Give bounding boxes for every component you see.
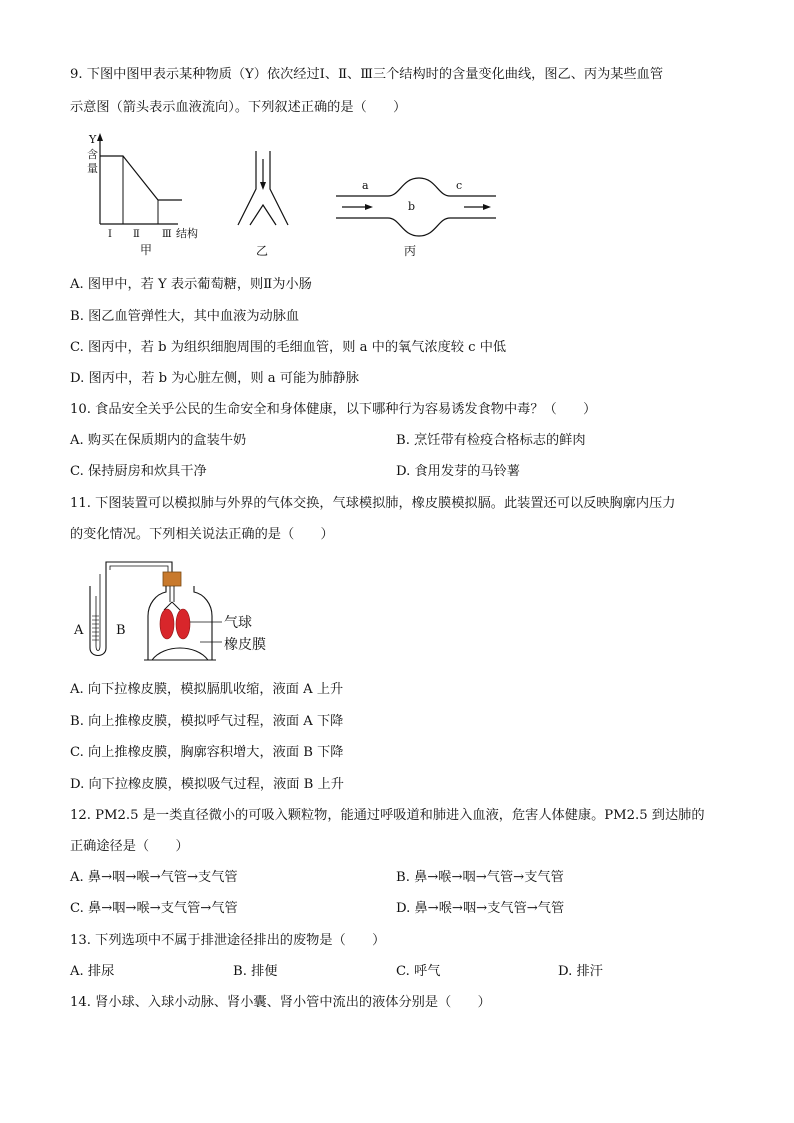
q9-figure-jia — [78, 130, 228, 260]
q9-figure-bing — [334, 162, 504, 262]
q12-option-d: D. 鼻→喉→咽→支气管→气管 — [396, 901, 565, 916]
q9-stem-line2: 示意图（箭头表示血液流向）。下列叙述正确的是（ ） — [70, 100, 407, 115]
q10-option-b: B. 烹饪带有检疫合格标志的鲜肉 — [396, 433, 586, 448]
q13-option-c: C. 呼气 — [396, 964, 441, 979]
q11-option-b: B. 向上推橡皮膜，模拟呼气过程，液面 A 下降 — [70, 714, 344, 729]
q9-figure-yi — [228, 145, 298, 260]
connecting-tube — [106, 562, 172, 574]
q12-option-b: B. 鼻→喉→咽→气管→支气管 — [396, 870, 564, 885]
q10-option-a: A. 购买在保质期内的盒装牛奶 — [70, 433, 247, 448]
balloon-right — [176, 609, 190, 639]
q9-option-c: C. 图丙中，若 b 为组织细胞周围的毛细血管，则 a 中的氧气浓度较 c 中低 — [70, 340, 507, 355]
q10-option-d: D. 食用发芽的马铃薯 — [396, 464, 520, 479]
q11-option-a: A. 向下拉橡皮膜，模拟膈肌收缩，液面 A 上升 — [70, 682, 344, 697]
bing-label-b: b — [408, 200, 416, 213]
q11-stem-line1: 11. 下图装置可以模拟肺与外界的气体交换，气球模拟肺，橡皮膜模拟膈。此装置还可以反映胸廓内压力 — [70, 496, 676, 511]
bing-label-c: c — [456, 179, 463, 192]
membrane-label: 橡皮膜 — [224, 637, 266, 653]
q11-option-d: D. 向下拉橡皮膜，模拟吸气过程，液面 B 上升 — [70, 777, 344, 792]
u-tube-label-b: B — [116, 623, 126, 638]
jia-y-arrow — [97, 133, 103, 141]
q13-stem: 13. 下列选项中不属于排泄途径排出的废物是（ ） — [70, 933, 386, 948]
q12-option-c: C. 鼻→咽→喉→支气管→气管 — [70, 901, 238, 916]
q11-option-c: C. 向上推橡皮膜，胸廓容积增大，液面 B 下降 — [70, 745, 344, 760]
q11-stem-line2: 的变化情况。下列相关说法正确的是（ ） — [70, 527, 334, 542]
balloon-left — [160, 609, 174, 639]
q13-option-a: A. 排尿 — [70, 964, 115, 979]
q9-stem-line1: 9. 下图中图甲表示某种物质（Y）依次经过Ⅰ、Ⅱ、Ⅲ三个结构时的含量变化曲线，图乙、丙为某些血管 — [70, 67, 664, 82]
q12-stem-line2: 正确途径是（ ） — [70, 839, 189, 854]
jia-tick-2: Ⅱ — [133, 229, 140, 240]
q10-stem: 10. 食品安全关乎公民的生命安全和身体健康，以下哪种行为容易诱发食物中毒？（ ） — [70, 402, 597, 417]
balloon-label: 气球 — [224, 615, 252, 631]
u-tube-label-a: A — [74, 623, 84, 638]
jia-y-label: Y — [89, 133, 97, 146]
jia-x-label: 结构 — [176, 227, 198, 240]
q9-option-a: A. 图甲中，若 Y 表示葡萄糖，则Ⅱ为小肠 — [70, 277, 312, 292]
q12-option-a: A. 鼻→咽→喉→气管→支气管 — [70, 870, 238, 885]
jia-tick-1: Ⅰ — [108, 229, 112, 240]
q10-option-c: C. 保持厨房和炊具干净 — [70, 464, 207, 479]
q13-option-d: D. 排汗 — [558, 964, 603, 979]
stopper — [163, 572, 181, 586]
jia-tick-3: Ⅲ — [162, 229, 172, 240]
jia-curve — [100, 156, 182, 200]
q9-option-b: B. 图乙血管弹性大，其中血液为动脉血 — [70, 309, 300, 324]
q9-option-d: D. 图丙中，若 b 为心脏左侧，则 a 可能为肺静脉 — [70, 371, 359, 386]
u-tube-scale — [92, 616, 99, 640]
u-tube — [90, 570, 106, 656]
q12-stem-line1: 12. PM2.5 是一类直径微小的可吸入颗粒物，能通过呼吸道和肺进入血液，危害人体健康。PM2.5 到达肺的 — [70, 808, 705, 823]
bing-label-a: a — [362, 179, 369, 192]
jia-y-label3: 量 — [87, 162, 98, 175]
jia-y-label2: 含 — [87, 148, 98, 161]
q13-option-b: B. 排便 — [233, 964, 278, 979]
q14-stem: 14. 肾小球、入球小动脉、肾小囊、肾小管中流出的液体分别是（ ） — [70, 995, 491, 1010]
q11-apparatus-figure — [72, 556, 282, 666]
bing-caption: 丙 — [404, 244, 417, 258]
jia-caption: 甲 — [140, 243, 153, 257]
yi-caption: 乙 — [256, 244, 269, 258]
rubber-membrane — [144, 648, 216, 660]
